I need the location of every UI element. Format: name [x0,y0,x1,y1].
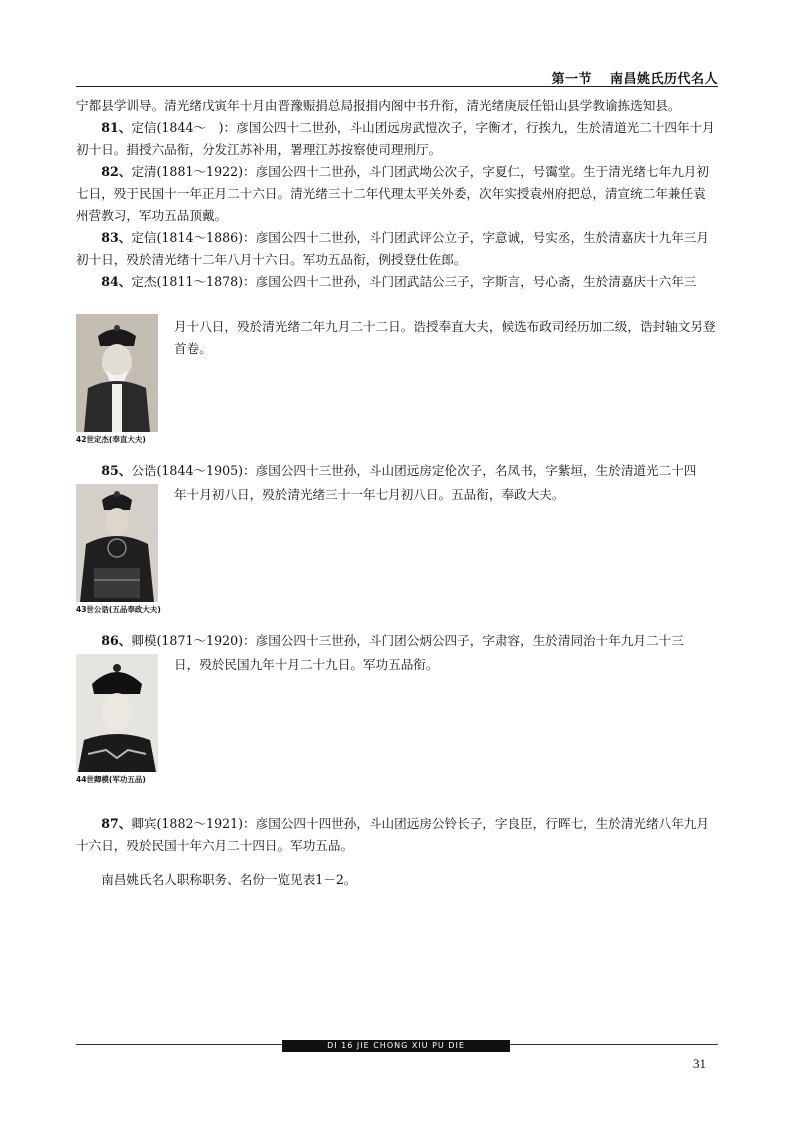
entry-81 [76,117,718,161]
entry-name: 定清 [131,164,157,179]
entry-name: 定信 [131,120,157,135]
entry-87 [76,813,718,857]
portrait-84 [76,314,158,445]
running-header [76,62,718,87]
entry-84-first-line [76,271,718,293]
entry-number: 82、 [101,164,132,179]
entry-text: (1881～1922)：彦国公四十二世孙，斗门团武坳公次子，字夏仁，号霭堂。生于清光绪七年九月初七日，殁于民国十一年正月二十六日。清光绪三十二年代理太平关外委，次年实授袁州府把总，清宣统二年兼任袁州营教习，军功五品顶戴。 [76,164,709,223]
section-heading: 南昌姚氏历代名人 [609,72,718,87]
entry-name: 定杰 [131,274,157,289]
bottom-text [76,800,718,904]
entry-text: (1814～1886)：彦国公四十二世孙，斗门团武评公立子，字意诚，号实丞，生於清嘉庆十九年三月初十日，殁於清光绪十二年八月十六日。军功五品衔，例授登仕佐郎。 [76,230,709,267]
entry-text: (1844～1905)：彦国公四十三世孙，斗山团远房定伦次子，名凤书，字紫垣，生於清道光二十四 [156,463,697,478]
entry-number: 85、 [101,463,132,478]
entry-number: 81、 [101,120,132,135]
portrait-image [76,484,158,602]
portrait-caption: 42世定杰(奉直大夫) [76,435,146,444]
top-text [76,95,718,293]
entry-text: (1882～1921)：彦国公四十四世孙，斗山团远房公铃长子，字良臣，行晖七，生於清光绪八年九月十六日，殁於民国十年六月二十四日。军功五品。 [76,815,709,853]
entry-name: 卿模 [131,633,157,648]
intro-paragraph: 宁都县学训导。清光绪戊寅年十月由晋豫赈捐总局报捐内阁中书升衔，清光绪庚辰任铅山县学教谕拣选知县。 [76,98,681,113]
portrait-image [76,654,158,772]
portrait-86 [76,654,158,785]
entry-82 [76,161,718,227]
entry-name: 卿宾 [131,815,157,831]
entry-83 [76,227,718,271]
entry-name: 公诰 [131,463,157,478]
portrait-85 [76,484,161,615]
footer-band: DI 16 JIE CHONG XIU PU DIE [282,1040,510,1052]
entry-number: 84、 [101,274,132,289]
section-title [533,68,718,87]
entry-text: (1871～1920)：彦国公四十三世孙，斗门团公炳公四子，字肃容，生於清同治十年九月二十三 [156,633,684,648]
portrait-caption: 44世卿模(军功五品) [76,775,146,784]
entry-name: 定信 [131,230,157,245]
portrait-caption: 43世公诰(五品奉政大夫) [76,605,161,614]
portrait-image [76,314,158,432]
section-number: 第一节 [551,72,592,87]
entry-number: 83、 [101,230,132,245]
entry-86-rest: 日，殁於民国九年十月二十九日。军功五品衔。 [174,657,439,672]
entry-text: (1844～ )：彦国公四十二世孙，斗山团远房武愷次子，字衡才，行挨九，生於清道光二十四年十月初十日。捐授六品衔，分发江苏补用，署理江苏按察使司理刑厅。 [76,120,715,157]
entry-84-rest: 月十八日，殁於清光绪二年九月二十二日。诰授奉直大夫，候选布政司经历加二级，诰封轴文另登首卷。 [174,319,716,356]
entry-85-rest: 年十月初八日，殁於清光绪三十一年七月初八日。五品衔，奉政大夫。 [174,487,565,502]
entry-text: (1811～1878)：彦国公四十二世孙，斗门团武詰公三子，字斯言，号心斋，生於清嘉庆十六年三 [156,274,697,289]
entry-number: 87、 [101,815,132,831]
closing-paragraph: 南昌姚氏名人职称职务、名份一览见表1－2。 [101,872,357,888]
entry-number: 86、 [101,633,132,648]
page-number: 31 [693,1056,706,1071]
entry-85-first-line [76,460,718,482]
entry-86-first-line [76,630,718,652]
